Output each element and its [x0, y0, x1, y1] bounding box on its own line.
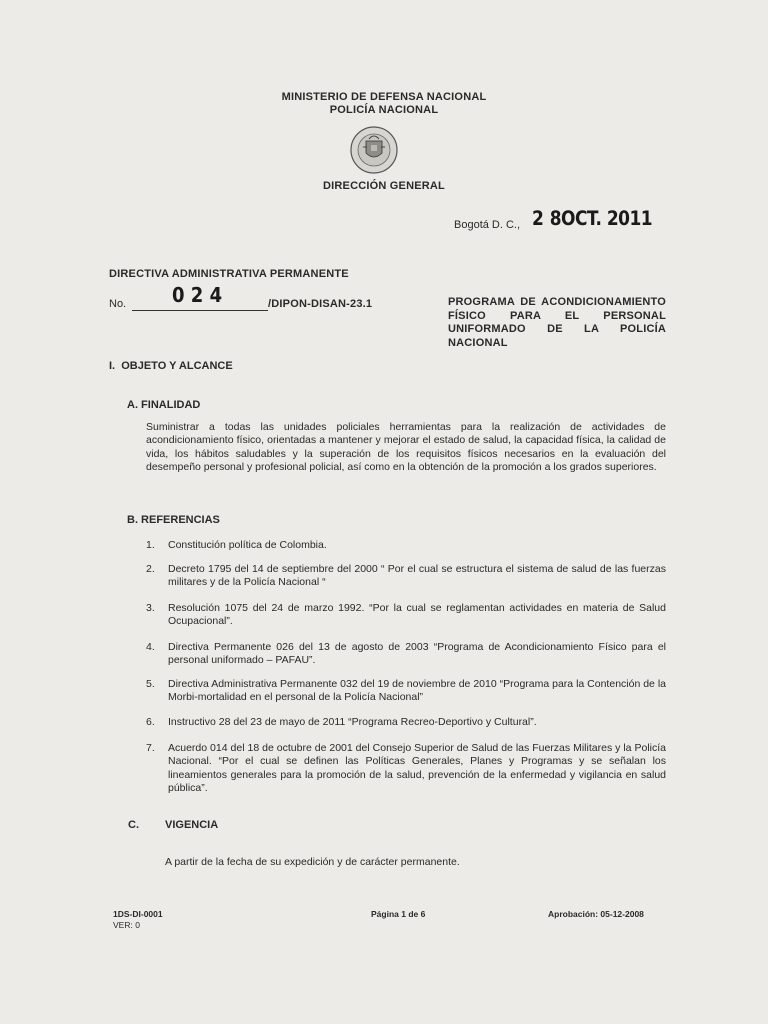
directive-number-line — [132, 310, 268, 311]
program-title-line: PROGRAMA DE ACONDICIONAMIENTO — [448, 296, 666, 308]
police-seal-icon — [345, 125, 403, 175]
footer-version: VER: 0 — [113, 920, 140, 930]
reference-number: 5. — [146, 678, 155, 690]
section-c-letter: C. — [128, 819, 139, 831]
directive-code: /DIPON-DISAN-23.1 — [268, 298, 373, 310]
date-stamp-month-year: OCT. 2011 — [561, 207, 653, 231]
direction-heading: DIRECCIÓN GENERAL — [323, 180, 445, 192]
footer-page: Página 1 de 6 — [371, 909, 426, 919]
reference-text: Instructivo 28 del 23 de mayo de 2011 “Programa Recreo-Deportivo y Cultural”. — [168, 716, 537, 728]
reference-number: 7. — [146, 742, 155, 754]
police-heading: POLICÍA NACIONAL — [329, 104, 439, 116]
directive-number-label: No. — [109, 298, 127, 310]
date-stamp-day: 2 8 — [532, 207, 562, 231]
finalidad-text: Suministrar a todas las unidades policiales herramientas para la realización de actividades de acondicionamiento físico, orientadas a mantener y mejorar el estado de salud, la capacidad física, la calidad de vida, los hábitos saludables y la superación de los requisitos físicos necesarios en la evaluación del desempeño personal y profesional policial, así como en la obtención de la promoción a los grados superiores. — [146, 421, 666, 474]
section-i-heading: I. OBJETO Y ALCANCE — [109, 360, 233, 372]
reference-text: Resolución 1075 del 24 de marzo 1992. “Por la cual se reglamentan actividades en materia de Salud Ocupacional”. — [168, 602, 666, 628]
reference-text: Acuerdo 014 del 18 de octubre de 2001 del Consejo Superior de Salud de las Fuerzas Militares y la Policía Nacional. “Por el cual se definen las Políticas Generales, Planes y Programas y se señalan los lineamientos generales para la promoción de la salud, prevención de la enfermedad y vigilancia en salud pública”. — [168, 742, 666, 795]
reference-number: 2. — [146, 563, 155, 575]
ministry-heading: MINISTERIO DE DEFENSA NACIONAL — [281, 91, 487, 103]
reference-text: Directiva Administrativa Permanente 032 del 19 de noviembre de 2010 “Programa para la Contención de la Morbi-mortalidad en el personal de la Policía Nacional” — [168, 678, 666, 704]
reference-number: 3. — [146, 602, 155, 614]
reference-text: Directiva Permanente 026 del 13 de agosto de 2003 “Programa de Acondicionamiento Físico para el personal uniformado – PAFAU”. — [168, 641, 666, 667]
reference-text: Decreto 1795 del 14 de septiembre del 2000 “ Por el cual se estructura el sistema de salud de las fuerzas militares y de la Policía Nacional “ — [168, 563, 666, 589]
section-a-heading: A. FINALIDAD — [127, 399, 201, 411]
date-place: Bogotá D. C., — [454, 219, 521, 231]
footer-code: 1DS-DI-0001 — [113, 909, 163, 919]
reference-number: 1. — [146, 539, 155, 551]
directive-number-stamp: 0 2 4 — [172, 283, 223, 308]
program-title-line: FÍSICO PARA EL PERSONAL — [448, 309, 666, 322]
program-title — [448, 296, 666, 350]
vigencia-text: A partir de la fecha de su expedición y de carácter permanente. — [165, 856, 460, 868]
section-b-heading: B. REFERENCIAS — [127, 514, 220, 526]
program-title-line: UNIFORMADO DE LA POLICÍA — [448, 323, 666, 335]
reference-number: 4. — [146, 641, 155, 653]
section-c-heading: VIGENCIA — [165, 819, 219, 831]
footer-approval: Aprobación: 05-12-2008 — [548, 909, 644, 919]
reference-number: 6. — [146, 716, 155, 728]
program-title-line: NACIONAL — [448, 336, 508, 349]
directive-title: DIRECTIVA ADMINISTRATIVA PERMANENTE — [109, 268, 349, 280]
reference-text: Constitución política de Colombia. — [168, 539, 327, 551]
